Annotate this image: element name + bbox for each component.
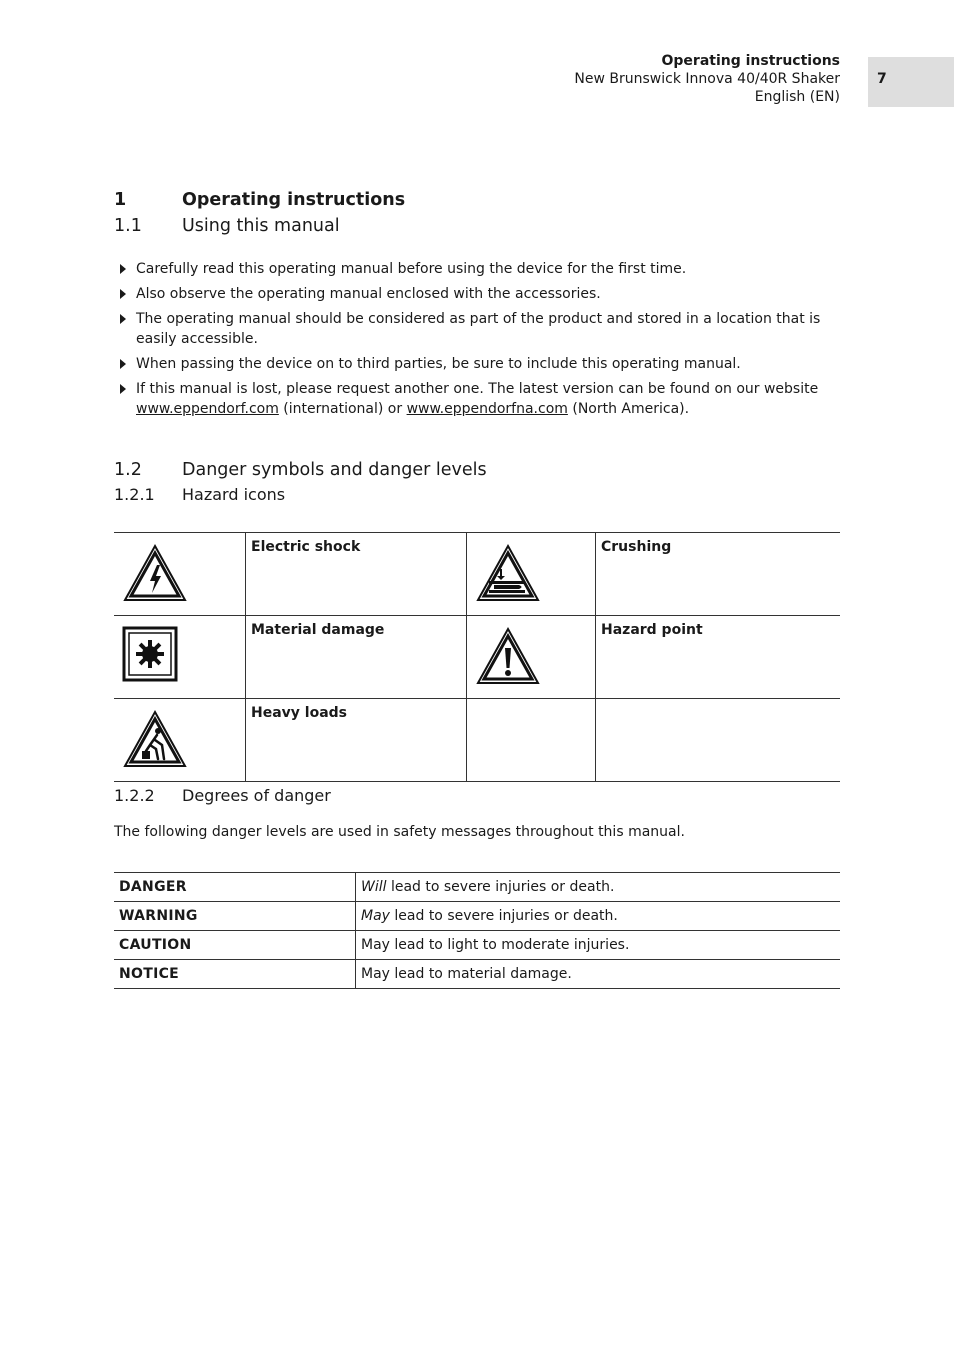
heading-1-2 <box>114 460 487 480</box>
heading-number: 1.2 <box>114 460 142 480</box>
level-desc: May lead to material damage. <box>356 960 841 989</box>
level-desc: May lead to severe injuries or death. <box>356 902 841 931</box>
heading-number: 1 <box>114 190 127 210</box>
heading-number: 1.2.2 <box>114 786 155 805</box>
heading-title: Using this manual <box>182 216 340 236</box>
danger-levels-table <box>114 872 840 989</box>
header-language: English (EN) <box>754 89 840 105</box>
heavy-loads-icon <box>122 709 188 769</box>
heading-1-2-1 <box>114 485 285 504</box>
bullet-arrow-icon <box>120 359 126 369</box>
heading-1-2-2 <box>114 786 331 805</box>
electric-shock-icon <box>122 543 188 603</box>
hazard-point-icon <box>475 626 541 686</box>
heading-1-1 <box>114 216 340 236</box>
hazard-label: Material damage <box>246 616 467 699</box>
crushing-icon <box>475 543 541 603</box>
heading-title: Operating instructions <box>182 190 406 210</box>
levels-intro: The following danger levels are used in safety messages throughout this manual. <box>114 824 685 840</box>
list-item: Also observe the operating manual enclosed with the accessories. <box>114 284 840 304</box>
header-product: New Brunswick Innova 40/40R Shaker <box>574 71 840 87</box>
list-item: If this manual is lost, please request another one. The latest version can be found on our website www.eppendorf.com (international) or www.eppendorfna.com (North America). <box>114 379 840 419</box>
heading-title: Hazard icons <box>182 485 286 504</box>
heading-number: 1.1 <box>114 216 142 236</box>
level-key: CAUTION <box>114 931 356 960</box>
list-item: When passing the device on to third parties, be sure to include this operating manual. <box>114 354 840 374</box>
level-desc: Will lead to severe injuries or death. <box>356 873 841 902</box>
table-row <box>114 616 840 699</box>
table-row <box>114 902 840 931</box>
bullet-arrow-icon <box>120 384 126 394</box>
table-row <box>114 873 840 902</box>
heading-title: Degrees of danger <box>182 786 331 805</box>
bullet-arrow-icon <box>120 314 126 324</box>
page-header <box>574 52 840 106</box>
bullet-arrow-icon <box>120 289 126 299</box>
table-row <box>114 699 840 782</box>
heading-number: 1.2.1 <box>114 485 155 504</box>
hazard-label: Crushing <box>596 533 841 616</box>
heading-1 <box>114 190 405 210</box>
level-key: DANGER <box>114 873 356 902</box>
hazard-label: Heavy loads <box>246 699 467 782</box>
page-number: 7 <box>877 71 887 87</box>
level-key: WARNING <box>114 902 356 931</box>
list-item: The operating manual should be considered as part of the product and stored in a location that is easily accessible. <box>114 309 840 349</box>
link-eppendorf[interactable]: www.eppendorf.com <box>136 401 279 417</box>
table-row <box>114 960 840 989</box>
level-desc: May lead to light to moderate injuries. <box>356 931 841 960</box>
material-damage-icon <box>122 626 178 684</box>
page-number-tab <box>868 57 954 107</box>
hazard-icons-table <box>114 532 840 782</box>
hazard-label: Electric shock <box>246 533 467 616</box>
level-key: NOTICE <box>114 960 356 989</box>
table-row <box>114 533 840 616</box>
link-eppendorfna[interactable]: www.eppendorfna.com <box>406 401 568 417</box>
list-item: Carefully read this operating manual before using the device for the first time. <box>114 259 840 279</box>
bullet-arrow-icon <box>120 264 126 274</box>
heading-title: Danger symbols and danger levels <box>182 460 487 480</box>
instruction-list <box>114 259 840 424</box>
header-title: Operating instructions <box>661 53 840 69</box>
table-row <box>114 931 840 960</box>
hazard-label: Hazard point <box>596 616 841 699</box>
